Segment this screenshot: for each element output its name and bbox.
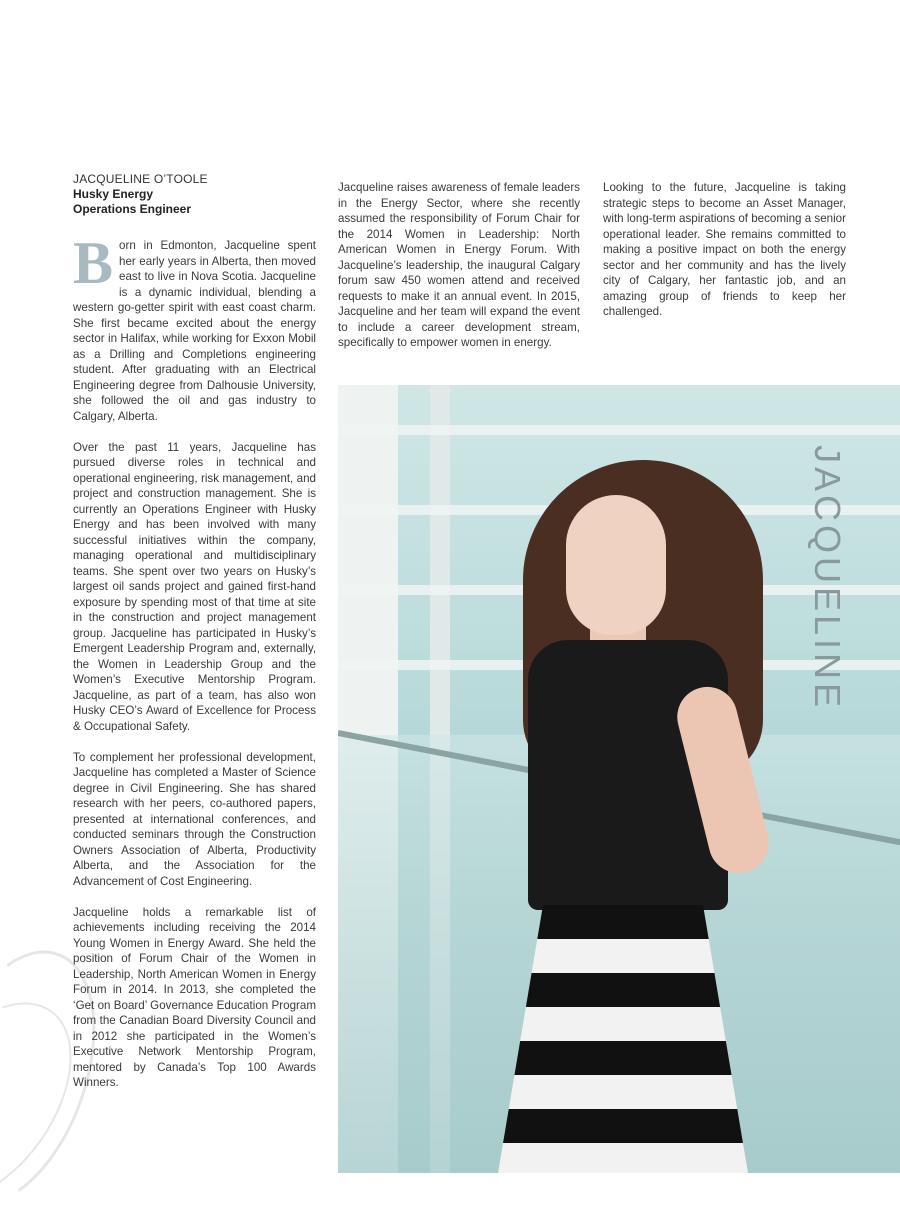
profile-name: JACQUELINE O’TOOLE — [73, 172, 208, 186]
paragraph-leadership: Jacqueline raises awareness of female leaders in the Energy Sector, where she recently assumed the responsibility of Forum Chair for the 2014 Women in Leadership: North American Women in Energy Forum. With Jacqueline’s leadership, the inaugural Calgary forum saw 450 women attend and received requests to make it an annual event. In 2015, Jacqueline and her team will expand the event to include a career development stream, specifically to empower women in energy. — [338, 181, 580, 349]
paragraph-future: Looking to the future, Jacqueline is taking strategic steps to become an Asset Manager, with long-term aspirations of becoming a senior operational leader. She remains committed to making a positive impact on both the energy sector and her community and has the lively city of Calgary, her fantastic job, and an amazing group of friends to keep her challenged. — [603, 181, 846, 318]
article-column-1 — [73, 230, 316, 1106]
profile-company: Husky Energy — [73, 187, 154, 201]
profile-header — [73, 172, 323, 217]
photo-subject-face — [566, 495, 666, 635]
portrait-photo — [338, 385, 900, 1173]
article-column-3 — [603, 180, 846, 335]
paragraph-education: To complement her professional development, Jacqueline has completed a Master of Science degree in Civil Engineering. She has shared research with her peers, co-authored papers, presented at international conferences, and conducted seminars through the Construction Owners Association of Alberta, Productivity Alberta, and the Association for the Advancement of Cost Engineering. — [73, 750, 316, 888]
paragraph-achievements: Jacqueline holds a remarkable list of achievements including receiving the 2014 Young Women in Energy Award. She held the position of Forum Chair of the Women in Leadership, North American Women in Energy Forum in 2014. In 2013, she completed the ‘Get on Board’ Governance Education Program from the Canadian Board Diversity Council and in 2012 she participated in the Women’s Executive Network Mentorship Program, mentored by Canada’s Top 100 Awards Winners. — [73, 905, 316, 1089]
paragraph-intro — [73, 230, 316, 424]
vertical-name-overlay: JACQUELINE — [807, 445, 848, 712]
paragraph-career: Over the past 11 years, Jacqueline has pursued diverse roles in technical and operational engineering, risk management, and project and construction management. She is currently an Operations Engineer with Husky Energy and has been involved with many successful initiatives within the company, managing operational and multidisciplinary teams. She spent over two years on Husky’s largest oil sands project and gained first-hand exposure by spending most of that time at site in the construction and project management group. Jacqueline has participated in Husky’s Emergent Leadership Program and, externally, the Women in Leadership Group and the Women’s Executive Mentorship Program. Jacqueline, as part of a team, has also won Husky CEO’s Award of Excellence for Process & Occupational Safety. — [73, 440, 316, 733]
dropcap-letter: B — [73, 230, 114, 296]
article-column-2 — [338, 180, 580, 366]
paragraph-intro-text: orn in Edmonton, Jacqueline spent her early years in Alberta, then moved east to live in Nova Scotia. Jacqueline is a dynamic individual, blending a western go-getter spirit with east coast charm. She first became excited about the energy sector in Halifax, while working for Exxon Mobil as a Drilling and Completions engineering student. After graduating with an Electrical Engineering degree from Dalhousie University, she followed the oil and gas industry to Calgary, Alberta. — [73, 239, 316, 423]
photo-background-beam — [338, 425, 900, 435]
profile-role: Operations Engineer — [73, 202, 192, 216]
